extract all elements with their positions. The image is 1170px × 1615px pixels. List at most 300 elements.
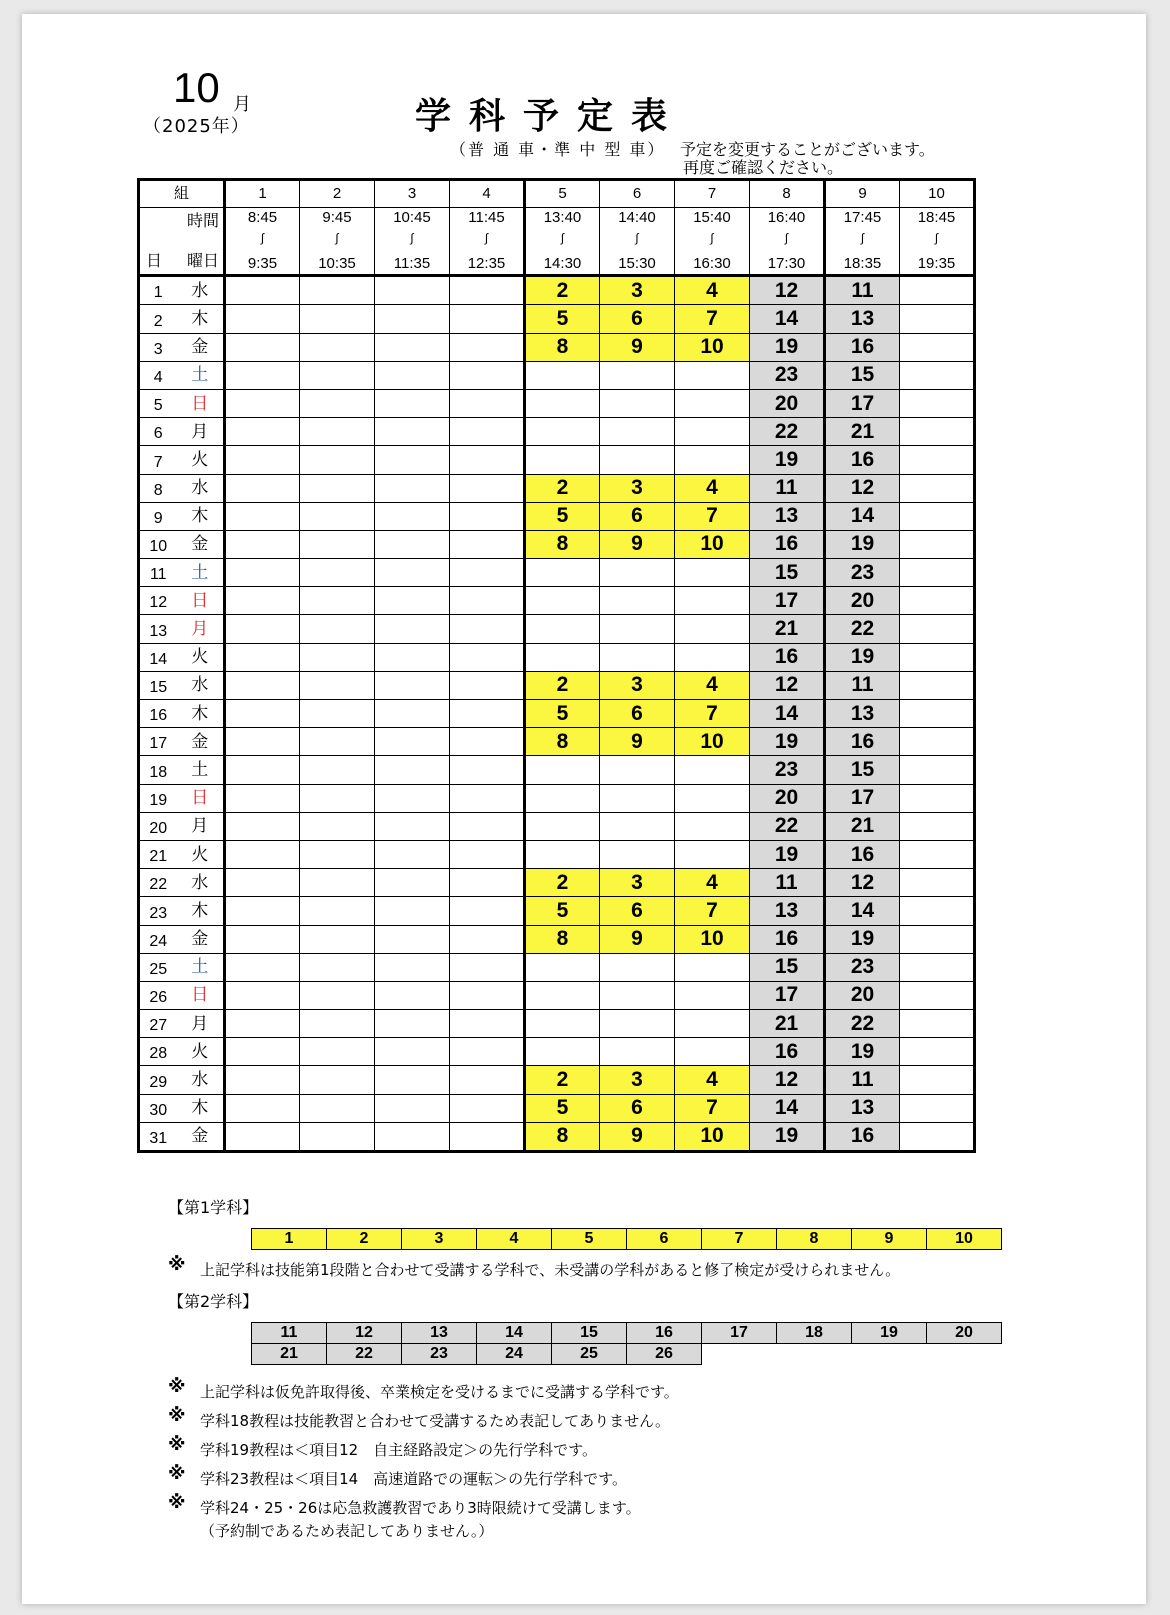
period-separator: ∫ [484, 231, 489, 246]
lesson-cell [450, 587, 525, 615]
lesson-cell: 21 [825, 812, 900, 840]
lesson-cell [900, 1122, 975, 1151]
day-number: 14 [139, 643, 177, 671]
lesson-cell: 4 [675, 474, 750, 502]
lesson-cell [300, 756, 375, 784]
weekday: 水 [177, 1066, 225, 1094]
weekday: 木 [177, 700, 225, 728]
lesson-cell [450, 1038, 525, 1066]
period-start: 9:45 [322, 209, 352, 227]
vehicle-type: （普 通 車・準 中 型 車） [450, 140, 666, 159]
lesson-cell [300, 559, 375, 587]
day-number: 27 [139, 1010, 177, 1038]
lesson-cell [225, 1094, 300, 1122]
period-number: 9 [825, 180, 900, 208]
lesson-cell [525, 389, 600, 417]
table-row [139, 530, 975, 558]
period-time [675, 208, 750, 276]
weekday: 金 [177, 333, 225, 361]
lesson-cell [300, 1066, 375, 1094]
period-time [750, 208, 825, 276]
table-row [139, 643, 975, 671]
lesson-cell [900, 276, 975, 305]
lesson-cell [450, 700, 525, 728]
lesson-cell [675, 840, 750, 868]
lesson-cell: 15 [825, 756, 900, 784]
lesson-cell: 6 [600, 502, 675, 530]
day-number: 20 [139, 812, 177, 840]
lesson-cell [675, 812, 750, 840]
table-row [139, 1038, 975, 1066]
lesson-cell: 8 [525, 1122, 600, 1151]
lesson-cell: 3 [600, 474, 675, 502]
lesson-cell: 14 [750, 1094, 825, 1122]
lesson-cell [900, 333, 975, 361]
lesson-cell [900, 756, 975, 784]
lesson-cell: 14 [825, 502, 900, 530]
lesson-cell: 13 [825, 305, 900, 333]
lesson-cell: 22 [750, 812, 825, 840]
weekday: 金 [177, 925, 225, 953]
lesson-cell [900, 305, 975, 333]
table-row [139, 869, 975, 897]
period-start: 8:45 [247, 209, 278, 227]
day-number: 7 [139, 446, 177, 474]
second-stage-lesson: 18 [777, 1323, 852, 1344]
day-number: 11 [139, 559, 177, 587]
lesson-cell: 15 [750, 953, 825, 981]
period-time [825, 208, 900, 276]
lesson-cell: 16 [750, 925, 825, 953]
lesson-cell [600, 1010, 675, 1038]
weekday: 月 [177, 615, 225, 643]
lesson-cell: 23 [825, 953, 900, 981]
period-separator: ∫ [335, 231, 339, 246]
lesson-cell [450, 840, 525, 868]
table-row [139, 361, 975, 389]
lesson-cell [375, 276, 450, 305]
lesson-cell: 19 [750, 728, 825, 756]
second-stage-lesson: 13 [402, 1323, 477, 1344]
lesson-cell [900, 446, 975, 474]
lesson-cell: 8 [525, 728, 600, 756]
lesson-cell: 5 [525, 1094, 600, 1122]
lesson-cell: 21 [750, 1010, 825, 1038]
lesson-cell [600, 559, 675, 587]
lesson-cell [225, 1010, 300, 1038]
lesson-cell: 10 [675, 925, 750, 953]
table-row [139, 333, 975, 361]
period-end: 19:35 [917, 255, 956, 273]
period-time [300, 208, 375, 276]
lesson-cell: 12 [825, 869, 900, 897]
period-start: 18:45 [917, 209, 956, 227]
lesson-cell [375, 389, 450, 417]
lesson-cell [675, 643, 750, 671]
day-number: 18 [139, 756, 177, 784]
lesson-cell [225, 333, 300, 361]
weekday: 火 [177, 643, 225, 671]
lesson-cell: 12 [750, 276, 825, 305]
lesson-cell [300, 897, 375, 925]
lesson-cell: 23 [750, 756, 825, 784]
lesson-cell [900, 389, 975, 417]
lesson-cell [525, 559, 600, 587]
second-stage-note: 上記学科は仮免許取得後、卒業検定を受けるまでに受講する学科です。 [200, 1383, 679, 1401]
weekday: 土 [177, 361, 225, 389]
weekday: 水 [177, 869, 225, 897]
lesson-cell [900, 840, 975, 868]
lesson-cell: 9 [600, 728, 675, 756]
period-time [375, 208, 450, 276]
table-row [139, 1122, 975, 1151]
lesson-cell: 17 [825, 784, 900, 812]
period-separator: ∫ [934, 231, 939, 246]
note-mark: ※ [168, 1492, 186, 1513]
day-number: 8 [139, 474, 177, 502]
first-stage-lesson: 5 [552, 1229, 627, 1250]
lesson-cell: 19 [750, 840, 825, 868]
lesson-cell [900, 671, 975, 699]
lesson-cell [375, 446, 450, 474]
weekday: 木 [177, 1094, 225, 1122]
lesson-cell [375, 361, 450, 389]
note-mark: ※ [168, 1254, 186, 1275]
weekday: 金 [177, 530, 225, 558]
lesson-cell: 19 [750, 1122, 825, 1151]
lesson-cell [225, 953, 300, 981]
lesson-cell [900, 1038, 975, 1066]
period-separator: ∫ [260, 231, 265, 246]
lesson-cell [900, 418, 975, 446]
lesson-cell [300, 305, 375, 333]
weekday: 水 [177, 671, 225, 699]
table-row [139, 1094, 975, 1122]
second-stage-note: 学科18教程は技能教習と合わせて受講するため表記してありません。 [200, 1412, 670, 1430]
lesson-cell [375, 953, 450, 981]
lesson-cell [450, 276, 525, 305]
lesson-cell [450, 897, 525, 925]
lesson-cell: 6 [600, 305, 675, 333]
lesson-cell [450, 389, 525, 417]
table-row [139, 559, 975, 587]
lesson-cell [225, 474, 300, 502]
lesson-cell: 9 [600, 1122, 675, 1151]
lesson-cell [600, 812, 675, 840]
lesson-cell [525, 1038, 600, 1066]
day-number: 15 [139, 671, 177, 699]
lesson-cell [375, 474, 450, 502]
table-row [139, 700, 975, 728]
lesson-cell [375, 671, 450, 699]
lesson-cell [375, 981, 450, 1009]
lesson-cell: 20 [825, 981, 900, 1009]
period-number: 2 [300, 180, 375, 208]
table-row [139, 305, 975, 333]
lesson-cell [900, 953, 975, 981]
first-stage-lesson: 7 [702, 1229, 777, 1250]
lesson-cell [675, 587, 750, 615]
lesson-cell: 13 [750, 502, 825, 530]
weekday: 土 [177, 953, 225, 981]
weekday: 金 [177, 728, 225, 756]
lesson-cell [225, 756, 300, 784]
lesson-cell [225, 784, 300, 812]
lesson-cell: 3 [600, 671, 675, 699]
period-start: 16:40 [767, 209, 806, 227]
table-row [139, 756, 975, 784]
lesson-cell [525, 1010, 600, 1038]
lesson-cell [450, 530, 525, 558]
table-row [139, 897, 975, 925]
period-separator: ∫ [410, 231, 414, 246]
period-end: 14:30 [543, 255, 582, 273]
lesson-cell: 9 [600, 925, 675, 953]
lesson-cell [375, 840, 450, 868]
period-time [225, 208, 300, 276]
lesson-cell [600, 756, 675, 784]
weekday: 木 [177, 502, 225, 530]
lesson-cell: 7 [675, 502, 750, 530]
table-row [139, 389, 975, 417]
lesson-cell [525, 446, 600, 474]
lesson-cell [375, 897, 450, 925]
lesson-cell: 5 [525, 502, 600, 530]
lesson-cell: 17 [825, 389, 900, 417]
lesson-cell [225, 700, 300, 728]
second-stage-lesson: 11 [252, 1323, 327, 1344]
lesson-cell: 8 [525, 530, 600, 558]
lesson-cell [300, 474, 375, 502]
lesson-cell [900, 559, 975, 587]
first-stage-lesson: 2 [327, 1229, 402, 1250]
period-number: 5 [525, 180, 600, 208]
lesson-cell [300, 700, 375, 728]
lesson-cell [375, 615, 450, 643]
lesson-cell [675, 981, 750, 1009]
lesson-cell [900, 784, 975, 812]
table-row [139, 418, 975, 446]
weekday: 火 [177, 840, 225, 868]
lesson-cell [450, 671, 525, 699]
lesson-cell [225, 812, 300, 840]
lesson-cell [225, 1066, 300, 1094]
second-stage-lesson: 22 [327, 1344, 402, 1365]
weekday: 月 [177, 812, 225, 840]
lesson-cell [600, 418, 675, 446]
weekday: 土 [177, 559, 225, 587]
period-end: 9:35 [247, 255, 278, 273]
lesson-cell [375, 559, 450, 587]
weekday: 日 [177, 587, 225, 615]
period-time [900, 208, 975, 276]
lesson-cell [450, 305, 525, 333]
first-stage-lesson: 1 [252, 1229, 327, 1250]
lesson-cell [300, 812, 375, 840]
lesson-cell [450, 643, 525, 671]
lesson-cell [300, 1094, 375, 1122]
day-number: 22 [139, 869, 177, 897]
lesson-cell [450, 925, 525, 953]
lesson-cell [225, 361, 300, 389]
lesson-cell: 6 [600, 897, 675, 925]
lesson-cell [300, 1122, 375, 1151]
lesson-cell: 6 [600, 1094, 675, 1122]
table-row [139, 502, 975, 530]
lesson-cell [525, 812, 600, 840]
lesson-cell: 15 [750, 559, 825, 587]
lesson-cell [600, 446, 675, 474]
lesson-cell [450, 981, 525, 1009]
lesson-cell [375, 1066, 450, 1094]
day-number: 26 [139, 981, 177, 1009]
table-row [139, 981, 975, 1009]
period-number: 8 [750, 180, 825, 208]
schedule-table [137, 178, 976, 1153]
lesson-cell: 5 [525, 305, 600, 333]
period-end: 12:35 [467, 255, 506, 273]
lesson-cell: 23 [825, 559, 900, 587]
day-number: 28 [139, 1038, 177, 1066]
lesson-cell: 17 [750, 981, 825, 1009]
lesson-cell [900, 1094, 975, 1122]
second-stage-lesson: 24 [477, 1344, 552, 1365]
lesson-cell [225, 305, 300, 333]
lesson-cell: 11 [750, 474, 825, 502]
lesson-cell [450, 869, 525, 897]
lesson-cell [525, 418, 600, 446]
lesson-cell: 13 [825, 1094, 900, 1122]
lesson-cell [225, 587, 300, 615]
weekday: 月 [177, 418, 225, 446]
lesson-cell [675, 784, 750, 812]
lesson-cell: 7 [675, 897, 750, 925]
lesson-cell [600, 953, 675, 981]
lesson-cell [300, 276, 375, 305]
day-number: 16 [139, 700, 177, 728]
second-stage-note: 学科19教程は＜項目12 自主経路設定＞の先行学科です。 [200, 1441, 597, 1459]
lesson-cell: 2 [525, 869, 600, 897]
lesson-cell [375, 1010, 450, 1038]
lesson-cell [300, 446, 375, 474]
lesson-cell [450, 333, 525, 361]
lesson-cell [450, 418, 525, 446]
lesson-cell [900, 700, 975, 728]
lesson-cell: 4 [675, 869, 750, 897]
empty-cell [777, 1344, 852, 1365]
lesson-cell [225, 643, 300, 671]
lesson-cell: 10 [675, 1122, 750, 1151]
period-start: 10:45 [393, 209, 431, 227]
lesson-cell [375, 1094, 450, 1122]
lesson-cell [450, 361, 525, 389]
lesson-cell: 16 [750, 643, 825, 671]
lesson-cell [525, 615, 600, 643]
lesson-cell: 19 [825, 530, 900, 558]
lesson-cell [600, 784, 675, 812]
period-number: 4 [450, 180, 525, 208]
lesson-cell: 3 [600, 869, 675, 897]
lesson-cell: 8 [525, 925, 600, 953]
first-stage-lesson: 10 [927, 1229, 1002, 1250]
lesson-cell [375, 756, 450, 784]
lesson-cell [675, 418, 750, 446]
weekday: 水 [177, 474, 225, 502]
lesson-cell: 9 [600, 333, 675, 361]
lesson-cell: 14 [825, 897, 900, 925]
lesson-cell: 19 [825, 925, 900, 953]
lesson-cell [900, 530, 975, 558]
period-start: 13:40 [543, 209, 582, 227]
first-stage-lesson: 4 [477, 1229, 552, 1250]
lesson-cell [225, 389, 300, 417]
lesson-cell [900, 981, 975, 1009]
lesson-cell [525, 587, 600, 615]
lesson-cell [600, 389, 675, 417]
lesson-cell: 11 [825, 1066, 900, 1094]
day-number: 3 [139, 333, 177, 361]
lesson-cell [375, 530, 450, 558]
lesson-cell: 12 [750, 1066, 825, 1094]
lesson-cell [900, 1066, 975, 1094]
first-stage-label: 【第1学科】 [168, 1198, 259, 1217]
second-stage-lesson: 19 [852, 1323, 927, 1344]
table-row [139, 840, 975, 868]
lesson-cell [450, 728, 525, 756]
lesson-cell [375, 587, 450, 615]
page-title: 学科予定表 [414, 96, 685, 137]
group-header: 組 [139, 180, 225, 208]
lesson-cell: 4 [675, 1066, 750, 1094]
day-number: 25 [139, 953, 177, 981]
lesson-cell [675, 361, 750, 389]
lesson-cell [225, 530, 300, 558]
table-row [139, 728, 975, 756]
table-row [139, 446, 975, 474]
lesson-cell [675, 756, 750, 784]
lesson-cell: 16 [750, 1038, 825, 1066]
second-stage-lesson: 15 [552, 1323, 627, 1344]
lesson-cell [300, 728, 375, 756]
weekday-label: 曜日 [186, 253, 219, 271]
period-number: 1 [225, 180, 300, 208]
lesson-cell [450, 953, 525, 981]
lesson-cell: 10 [675, 728, 750, 756]
lesson-cell [450, 474, 525, 502]
period-separator: ∫ [560, 231, 565, 246]
period-number: 7 [675, 180, 750, 208]
first-stage-lesson: 6 [627, 1229, 702, 1250]
note-mark: ※ [168, 1463, 186, 1484]
lesson-cell: 5 [525, 700, 600, 728]
lesson-cell [300, 643, 375, 671]
day-number: 1 [139, 276, 177, 305]
first-stage-lesson: 8 [777, 1229, 852, 1250]
lesson-cell: 10 [675, 530, 750, 558]
day-number: 4 [139, 361, 177, 389]
period-start: 11:45 [468, 209, 505, 227]
lesson-cell: 22 [825, 1010, 900, 1038]
lesson-cell [225, 418, 300, 446]
period-time [525, 208, 600, 276]
first-stage-table [251, 1228, 1002, 1250]
lesson-cell [225, 1038, 300, 1066]
lesson-cell [525, 981, 600, 1009]
lesson-cell [600, 643, 675, 671]
period-start: 14:40 [618, 209, 656, 227]
lesson-cell: 19 [750, 333, 825, 361]
second-stage-subnote: （予約制であるため表記してありません。） [200, 1522, 494, 1540]
